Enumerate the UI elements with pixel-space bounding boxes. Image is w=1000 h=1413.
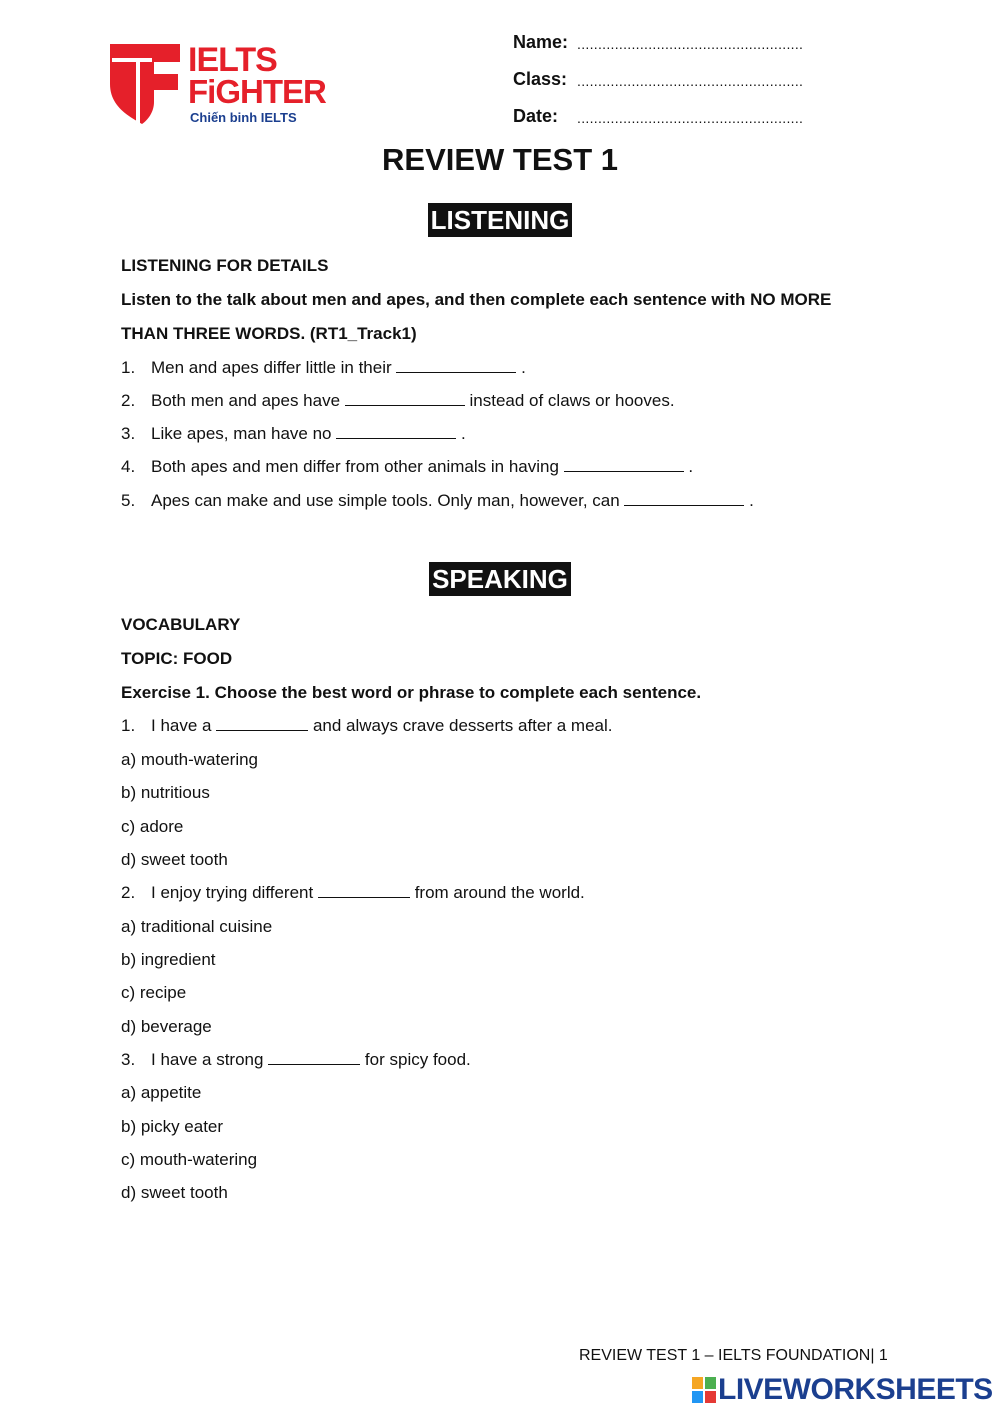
option[interactable]: c) adore	[121, 817, 184, 836]
item-text-after: .	[516, 358, 526, 377]
question-number: 2.	[121, 883, 136, 902]
question-text-after: and always crave desserts after a meal.	[308, 716, 613, 735]
listening-heading: LISTENING	[428, 203, 573, 237]
item-text-after: .	[683, 457, 694, 476]
question-text-after: for spicy food.	[360, 1050, 471, 1069]
question-text-after: from around the world.	[409, 883, 585, 902]
listening-item	[121, 357, 526, 379]
listening-instruction-1: Listen to the talk about men and apes, and then complete each sentence with NO MORE	[121, 290, 832, 309]
item-number: 3.	[121, 424, 136, 443]
logo-tagline: Chiến binh IELTS	[190, 110, 297, 125]
option[interactable]: c) recipe	[121, 983, 187, 1002]
answer-blank[interactable]	[216, 716, 308, 731]
name-dots: ......................................................	[577, 36, 804, 52]
name-label: Name:	[513, 32, 569, 52]
answer-blank[interactable]	[268, 1050, 360, 1065]
question-text: I have a	[151, 716, 212, 735]
item-text: Both men and apes have	[151, 391, 341, 410]
listening-item	[121, 423, 466, 445]
item-number: 4.	[121, 457, 136, 476]
ielts-fighter-logo	[108, 40, 353, 126]
answer-blank[interactable]	[336, 424, 456, 439]
item-text-after: .	[744, 491, 754, 510]
item-text-after: .	[456, 424, 466, 443]
question	[121, 882, 585, 904]
question	[121, 1049, 471, 1071]
listening-item	[121, 390, 675, 412]
logo-line1: IELTS	[188, 41, 277, 79]
item-text: Men and apes differ little in their	[151, 358, 392, 377]
answer-blank[interactable]	[624, 491, 744, 506]
option[interactable]: b) nutritious	[121, 783, 210, 802]
option[interactable]: d) beverage	[121, 1017, 212, 1036]
question	[121, 715, 612, 737]
option[interactable]: d) sweet tooth	[121, 850, 228, 869]
date-label: Date:	[513, 106, 559, 126]
answer-blank[interactable]	[396, 358, 516, 373]
item-text: Like apes, man have no	[151, 424, 332, 443]
name-field[interactable]	[513, 32, 804, 53]
liveworksheets-word: LIVEWORKSHEETS	[718, 1373, 993, 1406]
item-text: Apes can make and use simple tools. Only man, however, can	[151, 491, 620, 510]
vocabulary-label: VOCABULARY	[121, 615, 241, 634]
liveworksheets-logo-icon	[692, 1377, 716, 1403]
logo-line2: FiGHTER	[188, 73, 326, 110]
item-text-after: instead of claws or hooves.	[464, 391, 675, 410]
class-dots: ......................................................	[577, 73, 804, 89]
option[interactable]: a) mouth-watering	[121, 750, 259, 769]
listening-item	[121, 456, 693, 478]
class-field[interactable]	[513, 69, 804, 90]
topic-label: TOPIC: FOOD	[121, 649, 233, 668]
question-text: I have a strong	[151, 1050, 264, 1069]
exercise-title: Exercise 1. Choose the best word or phrase to complete each sentence.	[121, 683, 702, 702]
date-field[interactable]	[513, 106, 804, 127]
page-footer: REVIEW TEST 1 – IELTS FOUNDATION| 1	[579, 1347, 888, 1364]
question-text: I enjoy trying different	[151, 883, 314, 902]
speaking-heading-wrap	[0, 562, 1000, 596]
item-number: 1.	[121, 358, 136, 377]
shield-logo-icon	[108, 40, 184, 126]
speaking-heading: SPEAKING	[429, 562, 571, 596]
item-text: Both apes and men differ from other animals in having	[151, 457, 559, 476]
listening-subheading: LISTENING FOR DETAILS	[121, 256, 329, 275]
option[interactable]: c) mouth-watering	[121, 1150, 258, 1169]
listening-heading-wrap	[0, 203, 1000, 237]
option[interactable]: b) ingredient	[121, 950, 216, 969]
class-label: Class:	[513, 69, 568, 89]
item-number: 5.	[121, 491, 136, 510]
option[interactable]: b) picky eater	[121, 1117, 224, 1136]
answer-blank[interactable]	[345, 391, 465, 406]
answer-blank[interactable]	[318, 883, 410, 898]
question-number: 1.	[121, 716, 136, 735]
option[interactable]: a) appetite	[121, 1083, 202, 1102]
question-number: 3.	[121, 1050, 136, 1069]
answer-blank[interactable]	[564, 457, 684, 472]
option[interactable]: a) traditional cuisine	[121, 917, 273, 936]
item-number: 2.	[121, 391, 136, 410]
page-title: REVIEW TEST 1	[382, 142, 618, 177]
listening-item	[121, 490, 754, 512]
date-dots: ......................................................	[577, 110, 804, 126]
option[interactable]: d) sweet tooth	[121, 1183, 228, 1202]
listening-instruction-2: THAN THREE WORDS. (RT1_Track1)	[121, 324, 417, 343]
